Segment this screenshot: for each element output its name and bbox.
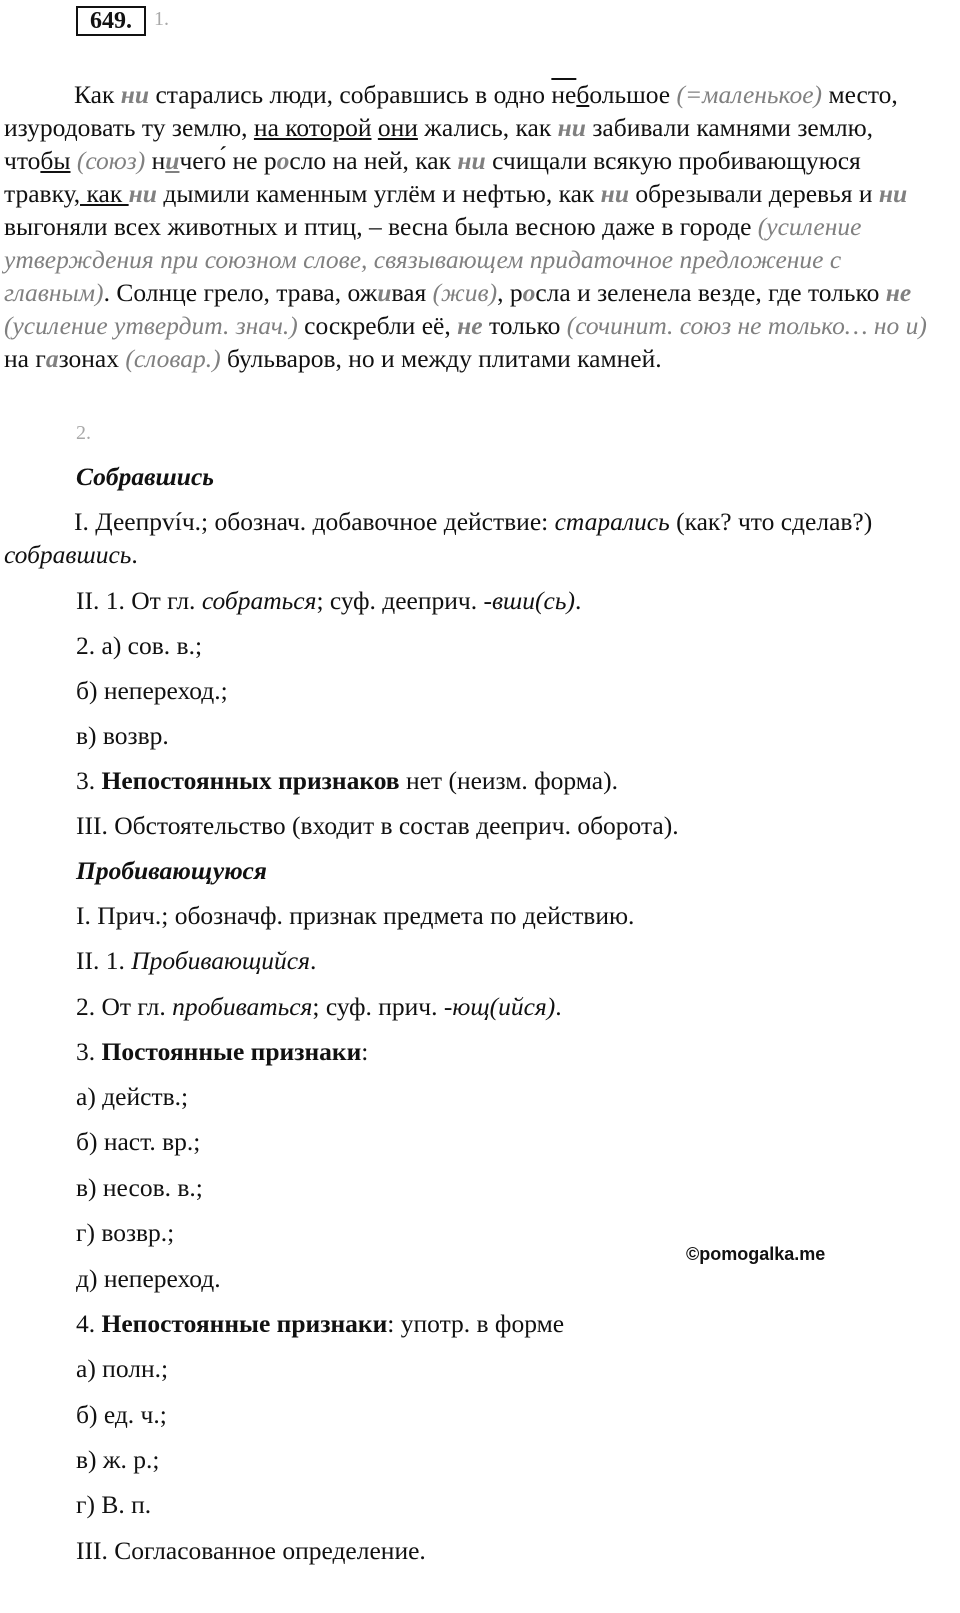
text-run: 4. bbox=[76, 1309, 102, 1338]
text-run: жались, как bbox=[417, 113, 558, 142]
analysis-1-line-1 bbox=[4, 505, 884, 571]
analysis-2-line-2 bbox=[76, 946, 316, 976]
analysis-2-line-4 bbox=[76, 1037, 368, 1067]
text-run: II. 1. bbox=[76, 946, 132, 975]
text-run: зонах bbox=[58, 344, 126, 373]
text-particle: ни bbox=[128, 179, 157, 208]
analysis-2-line-8: г) возвр.; bbox=[76, 1218, 175, 1247]
text-run: обрезывали деревья и bbox=[629, 179, 879, 208]
text-run: : употр. в форме bbox=[387, 1309, 565, 1338]
analysis-2-line-6: б) наст. вр.; bbox=[76, 1127, 201, 1156]
exercise-number-box: 649. bbox=[76, 6, 146, 36]
analysis-2-line-12: б) ед. ч.; bbox=[76, 1400, 167, 1429]
text-run: счищали всякую пробивающуюся травку bbox=[4, 146, 861, 208]
text-note: (союз) bbox=[76, 146, 146, 175]
analysis-2-line-15: III. Согласованное определение. bbox=[76, 1536, 426, 1565]
text-run: на г bbox=[4, 344, 46, 373]
text-note: (сочинит. союз не только… но и) bbox=[566, 311, 927, 340]
text-particle: ни bbox=[600, 179, 630, 208]
text-run: н bbox=[145, 146, 166, 175]
analysis-1-title: Собравшись bbox=[76, 462, 214, 491]
text-note: (усиление утверждения при союзном слове, связывающем придаточное предложение с главным) bbox=[4, 212, 862, 307]
text-run: ольшое bbox=[589, 80, 677, 109]
text-run: . bbox=[131, 540, 138, 569]
part-2-label: 2. bbox=[76, 422, 91, 444]
text-underline: , как bbox=[73, 179, 129, 208]
text-run: 2. От гл. bbox=[76, 992, 173, 1021]
text-particle: ни bbox=[120, 80, 150, 109]
text-run: I. Деепрvíч.; обознач. добавочное действие: bbox=[74, 507, 555, 536]
analysis-2-line-3 bbox=[76, 992, 562, 1022]
text-run: выгоняли всех животных и птиц, – весна была весною даже в городе bbox=[4, 212, 758, 241]
text-run: забивали камнями землю, что bbox=[4, 113, 874, 175]
exercise-text bbox=[4, 78, 934, 375]
analysis-2-title: Пробивающуюся bbox=[76, 856, 267, 885]
text-run: только bbox=[482, 311, 567, 340]
text-letter: и bbox=[377, 278, 392, 307]
watermark: ©pomogalka.me bbox=[686, 1244, 826, 1264]
text-run: ; суф. дееприч. bbox=[316, 586, 484, 615]
text-particle: не bbox=[457, 311, 483, 340]
analysis-1-line-4: б) непереход.; bbox=[76, 676, 228, 705]
analysis-2-line-14: г) В. п. bbox=[76, 1490, 152, 1519]
text-run: . Солнце грело, трава, ож bbox=[103, 278, 378, 307]
analysis-2-line-7: в) несов. в.; bbox=[76, 1173, 203, 1202]
text-particle: ни bbox=[557, 113, 586, 142]
analysis-2-line-11: а) полн.; bbox=[76, 1354, 169, 1383]
text-run: дымили каменным углём и нефтью, как bbox=[156, 179, 601, 208]
part-1-label: 1. bbox=[154, 8, 169, 30]
text-particle: не bbox=[885, 278, 912, 307]
text-run: место, изуродовать ту землю, bbox=[4, 80, 898, 142]
text-underline: на которой bbox=[253, 113, 372, 142]
text-run: : bbox=[361, 1037, 369, 1066]
analysis-1-line-5: в) возвр. bbox=[76, 721, 169, 750]
text-run: 3. bbox=[76, 766, 102, 795]
text-run: сло на ней, как bbox=[289, 146, 458, 175]
text-run: старались люди, собравшись в одно bbox=[149, 80, 552, 109]
text-run: . bbox=[574, 586, 582, 615]
text-run: чего́ не р bbox=[179, 146, 277, 175]
text-bold: Постоянные признаки bbox=[101, 1037, 362, 1066]
analysis-2-line-13: в) ж. р.; bbox=[76, 1445, 160, 1474]
text-italic: старались bbox=[554, 507, 670, 536]
text-bold: Непостоянные признаки bbox=[101, 1309, 388, 1338]
analysis-2-line-9: д) непереход. bbox=[76, 1264, 221, 1293]
text-letter: и bbox=[165, 146, 180, 175]
text-root: б bbox=[576, 80, 590, 109]
text-note: (жив) bbox=[432, 278, 498, 307]
text-particle: ни bbox=[878, 179, 908, 208]
text-note: (усиление утвердит. знач.) bbox=[4, 311, 298, 340]
text-run: (как? что сделав?) bbox=[669, 507, 873, 536]
text-run: нет (неизм. форма). bbox=[399, 766, 618, 795]
text-italic: Пробивающийся bbox=[131, 946, 310, 975]
text-letter: а bbox=[45, 344, 59, 373]
text-note: (=маленькое) bbox=[676, 80, 823, 109]
text-italic: -ющ(ийся) bbox=[443, 992, 556, 1021]
text-italic: собраться bbox=[201, 586, 317, 615]
text-run: . bbox=[309, 946, 317, 975]
text-underline: бы bbox=[40, 146, 71, 175]
text-prefix: не bbox=[551, 80, 577, 109]
text-run: 3. bbox=[76, 1037, 102, 1066]
analysis-2-line-5: а) действ.; bbox=[76, 1082, 189, 1111]
text-run: , р bbox=[497, 278, 523, 307]
text-letter: о bbox=[522, 278, 536, 307]
text-underline: они bbox=[377, 113, 418, 142]
analysis-2-line-10 bbox=[76, 1309, 564, 1339]
text-italic: собравшись bbox=[4, 540, 132, 569]
text-run: вая bbox=[391, 278, 433, 307]
text-run: ; суф. прич. bbox=[312, 992, 444, 1021]
text-letter: о bbox=[276, 146, 290, 175]
analysis-1-line-3: 2. а) сов. в.; bbox=[76, 631, 203, 660]
text-run: бульваров, но и между плитами камней. bbox=[220, 344, 662, 373]
text-run: сла и зеленела везде, где только bbox=[535, 278, 886, 307]
analysis-1-line-2 bbox=[76, 586, 581, 616]
text-italic: пробиваться bbox=[172, 992, 313, 1021]
text-run: соскребли её, bbox=[297, 311, 458, 340]
text-note: (словар.) bbox=[125, 344, 221, 373]
text-run: . bbox=[555, 992, 562, 1021]
analysis-1-line-7: III. Обстоятельство (входит в состав дееприч. оборота). bbox=[76, 811, 679, 840]
analysis-1-line-6 bbox=[76, 766, 618, 796]
text-italic: -вши(сь) bbox=[483, 586, 575, 615]
text-bold: Непостоянных признаков bbox=[101, 766, 400, 795]
analysis-2-line-1: I. Прич.; обозначф. признак предмета по действию. bbox=[76, 901, 635, 930]
text-run: II. 1. От гл. bbox=[76, 586, 202, 615]
text-run: Как bbox=[74, 80, 121, 109]
text-particle: ни bbox=[457, 146, 486, 175]
